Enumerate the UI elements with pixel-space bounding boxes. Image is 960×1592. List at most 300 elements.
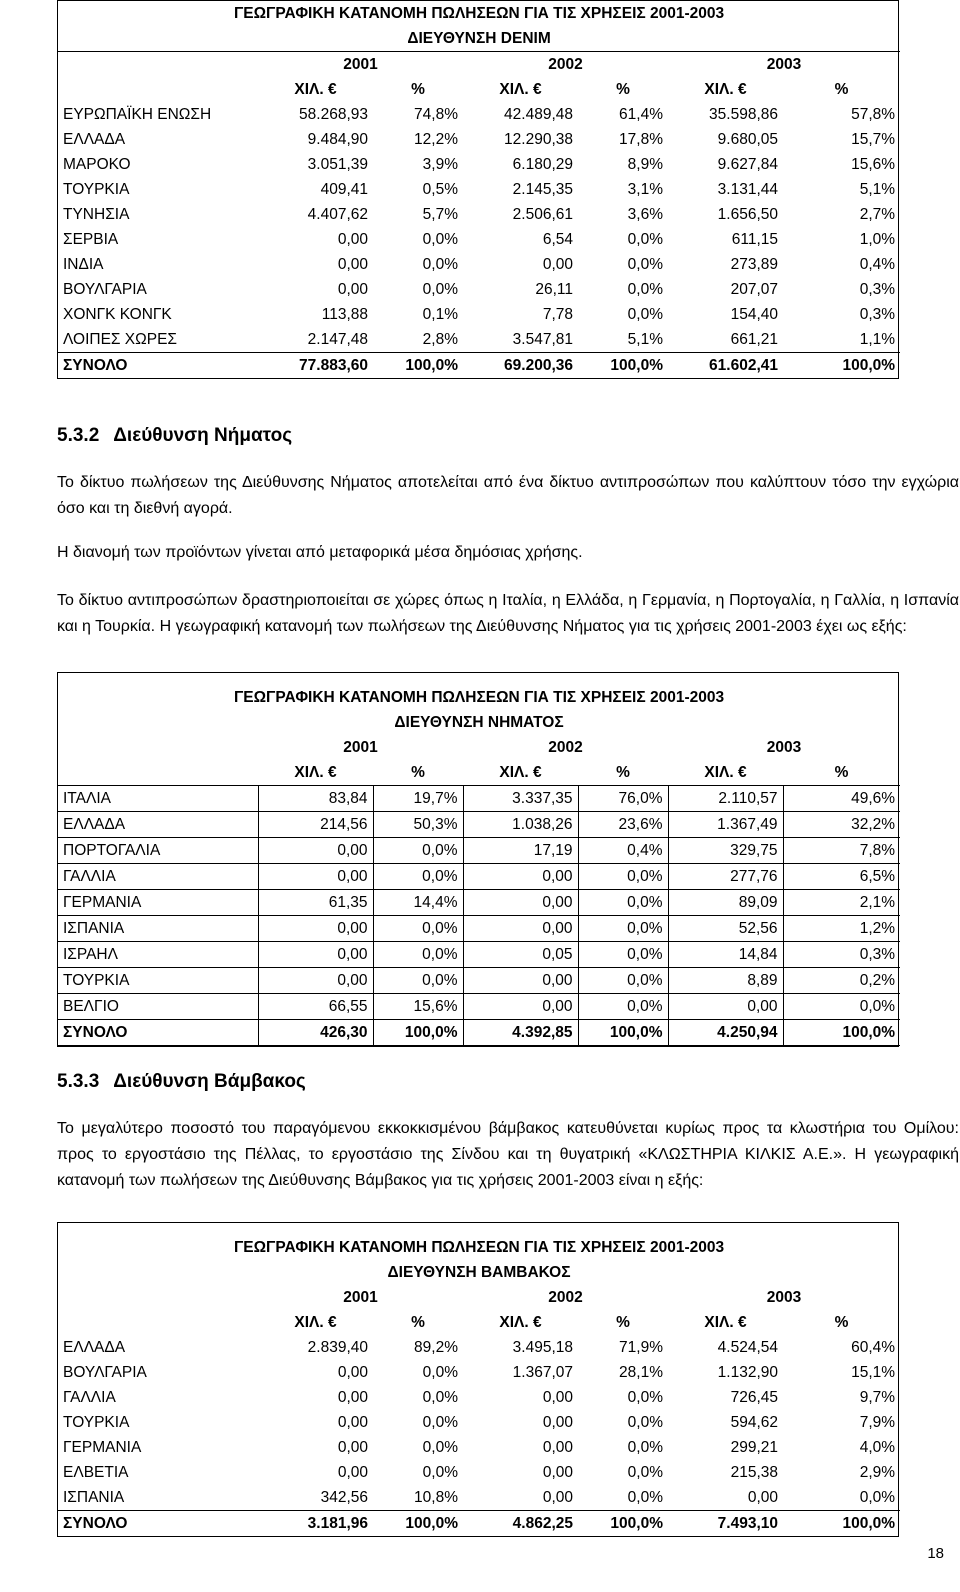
section-yarn-heading bbox=[57, 424, 292, 448]
value-cell: 0,00 bbox=[337, 1414, 368, 1431]
denim-col-value-1: ΧΙΛ. € bbox=[294, 81, 337, 98]
cotton-subtitle-row bbox=[58, 1260, 900, 1285]
percent-cell: 0,0% bbox=[578, 994, 668, 1020]
value-cell: 12.290,38 bbox=[504, 131, 573, 148]
percent-cell: 0,0% bbox=[578, 864, 668, 890]
country-cell: ΓΑΛΛΙΑ bbox=[58, 864, 258, 890]
denim-title: ΓΕΩΓΡΑΦΙΚΗ ΚΑΤΑΝΟΜΗ ΠΩΛΗΣΕΩΝ ΓΙΑ ΤΙΣ ΧΡΗΣΕΙΣ 2001-2003 bbox=[233, 5, 725, 22]
section-yarn-number: 5.3.2 bbox=[57, 425, 100, 446]
table-row bbox=[58, 890, 900, 916]
country-cell: ΙΣΠΑΝΙΑ bbox=[63, 1489, 125, 1506]
value-cell: 661,21 bbox=[730, 331, 778, 348]
cotton-col-value-3: ΧΙΛ. € bbox=[704, 1314, 747, 1331]
percent-cell: 100,0% bbox=[578, 1511, 668, 1537]
yarn-subtitle-row bbox=[58, 710, 900, 735]
percent-cell: 71,9% bbox=[619, 1339, 663, 1356]
percent-cell: 0,0% bbox=[627, 231, 663, 248]
value-cell: 0,00 bbox=[258, 864, 373, 890]
cotton-spacer-row bbox=[58, 1223, 900, 1235]
table-row bbox=[58, 1360, 900, 1385]
country-cell: ΕΛΛΑΔΑ bbox=[63, 131, 126, 148]
country-cell: ΛΟΙΠΕΣ ΧΩΡΕΣ bbox=[63, 331, 177, 348]
table-row bbox=[58, 302, 900, 327]
table-row bbox=[58, 327, 900, 353]
section-yarn-paragraph-2: Η διανομή των προϊόντων γίνεται από μεταφορικά μέσα δημόσιας χρήσης. bbox=[57, 544, 583, 561]
percent-cell: 0,1% bbox=[422, 306, 458, 323]
yarn-col-pct-2: % bbox=[616, 764, 630, 781]
percent-cell: 0,0% bbox=[373, 838, 463, 864]
percent-cell: 0,0% bbox=[627, 256, 663, 273]
percent-cell: 5,1% bbox=[627, 331, 663, 348]
percent-cell: 4,0% bbox=[859, 1439, 896, 1456]
percent-cell: 3,1% bbox=[627, 181, 663, 198]
table-row bbox=[58, 838, 900, 864]
value-cell: 0,00 bbox=[463, 968, 578, 994]
section-yarn-paragraph-1: Το δίκτυο πωλήσεων της Διεύθυνσης Νήματος αποτελείται από ένα δίκτυο αντιπροσώπων που καλύπτουν τόσο την εγχώρια όσο και τη διεθνή αγορά. bbox=[57, 474, 959, 517]
value-cell: 342,56 bbox=[320, 1489, 368, 1506]
country-cell: ΓΕΡΜΑΝΙΑ bbox=[58, 890, 258, 916]
percent-cell: 0,0% bbox=[627, 1439, 663, 1456]
percent-cell: 15,6% bbox=[851, 156, 896, 173]
denim-body bbox=[58, 102, 900, 378]
value-cell: 0,00 bbox=[337, 1464, 368, 1481]
percent-cell: 6,5% bbox=[783, 864, 900, 890]
value-cell: 1.367,49 bbox=[668, 812, 783, 838]
percent-cell: 100,0% bbox=[373, 1511, 463, 1537]
value-cell: 0,00 bbox=[258, 838, 373, 864]
value-cell: 0,00 bbox=[463, 916, 578, 942]
cotton-subtitle: ΔΙΕΥΘΥΝΣΗ ΒΑΜΒΑΚΟΣ bbox=[387, 1264, 571, 1281]
percent-cell: 10,8% bbox=[414, 1489, 458, 1506]
value-cell: 0,00 bbox=[542, 1439, 573, 1456]
cotton-col-pct-3: % bbox=[834, 1314, 849, 1331]
percent-cell: 2,7% bbox=[859, 206, 896, 223]
value-cell: 17,19 bbox=[463, 838, 578, 864]
yarn-table bbox=[57, 672, 899, 1047]
percent-cell: 0,0% bbox=[422, 1414, 458, 1431]
percent-cell: 100,0% bbox=[373, 1020, 463, 1046]
denim-table bbox=[57, 0, 899, 379]
percent-cell: 9,7% bbox=[859, 1389, 896, 1406]
denim-year-row bbox=[58, 52, 900, 78]
value-cell: 273,89 bbox=[730, 256, 778, 273]
denim-col-value-3: ΧΙΛ. € bbox=[704, 81, 747, 98]
value-cell: 0,00 bbox=[542, 256, 573, 273]
percent-cell: 0,0% bbox=[422, 1389, 458, 1406]
yarn-title-row bbox=[58, 685, 900, 710]
value-cell: 0,00 bbox=[258, 968, 373, 994]
denim-subtitle: ΔΙΕΥΘΥΝΣΗ DENIM bbox=[58, 26, 900, 52]
value-cell: 3.337,35 bbox=[463, 786, 578, 812]
percent-cell: 32,2% bbox=[783, 812, 900, 838]
table-row bbox=[58, 916, 900, 942]
percent-cell: 23,6% bbox=[578, 812, 668, 838]
yarn-year-2001: 2001 bbox=[343, 739, 378, 756]
value-cell: 52,56 bbox=[668, 916, 783, 942]
percent-cell: 0,4% bbox=[578, 838, 668, 864]
yarn-title: ΓΕΩΓΡΑΦΙΚΗ ΚΑΤΑΝΟΜΗ ΠΩΛΗΣΕΩΝ ΓΙΑ ΤΙΣ ΧΡΗΣΕΙΣ 2001-2003 bbox=[233, 689, 725, 706]
percent-cell: 5,7% bbox=[422, 206, 458, 223]
country-cell: ΕΥΡΩΠΑΪΚΗ ΕΝΩΣΗ bbox=[63, 106, 212, 123]
country-cell: ΣΕΡΒΙΑ bbox=[63, 231, 119, 248]
value-cell: 2.110,57 bbox=[668, 786, 783, 812]
percent-cell: 0,0% bbox=[422, 1464, 458, 1481]
yarn-body bbox=[58, 786, 900, 1046]
value-cell: 6,54 bbox=[542, 231, 573, 248]
percent-cell: 100,0% bbox=[578, 1020, 668, 1046]
yarn-year-2002: 2002 bbox=[548, 739, 583, 756]
value-cell: 1.367,07 bbox=[512, 1364, 573, 1381]
country-cell: ΣΥΝΟΛΟ bbox=[58, 353, 258, 379]
value-cell: 0,00 bbox=[463, 890, 578, 916]
cotton-title-row bbox=[58, 1235, 900, 1260]
percent-cell: 0,0% bbox=[373, 864, 463, 890]
country-cell: ΙΣΡΑΗΛ bbox=[58, 942, 258, 968]
table-row bbox=[58, 942, 900, 968]
value-cell: 1.132,90 bbox=[717, 1364, 778, 1381]
yarn-spacer-row bbox=[58, 673, 900, 685]
value-cell: 0,00 bbox=[337, 231, 368, 248]
table-row bbox=[58, 1485, 900, 1511]
value-cell: 0,00 bbox=[258, 942, 373, 968]
percent-cell: 50,3% bbox=[373, 812, 463, 838]
value-cell: 0,00 bbox=[258, 916, 373, 942]
percent-cell: 57,8% bbox=[851, 106, 896, 123]
value-cell: 61,35 bbox=[258, 890, 373, 916]
denim-col-value-2: ΧΙΛ. € bbox=[499, 81, 542, 98]
percent-cell: 0,0% bbox=[578, 942, 668, 968]
yarn-subtitle: ΔΙΕΥΘΥΝΣΗ ΝΗΜΑΤΟΣ bbox=[394, 714, 564, 731]
cotton-unit-row bbox=[58, 1310, 900, 1335]
percent-cell: 0,0% bbox=[422, 231, 458, 248]
cotton-title: ΓΕΩΓΡΑΦΙΚΗ ΚΑΤΑΝΟΜΗ ΠΩΛΗΣΕΩΝ ΓΙΑ ΤΙΣ ΧΡΗΣΕΙΣ 2001-2003 bbox=[233, 1239, 725, 1256]
percent-cell: 0,0% bbox=[578, 968, 668, 994]
table-row bbox=[58, 252, 900, 277]
value-cell: 2.145,35 bbox=[512, 181, 573, 198]
country-cell: ΧΟΝΓΚ ΚΟΝΓΚ bbox=[63, 306, 172, 323]
percent-cell: 8,9% bbox=[627, 156, 663, 173]
percent-cell: 0,0% bbox=[627, 1464, 663, 1481]
percent-cell: 100,0% bbox=[373, 353, 463, 379]
percent-cell: 2,1% bbox=[783, 890, 900, 916]
value-cell: 9.680,05 bbox=[717, 131, 778, 148]
value-cell: 14,84 bbox=[668, 942, 783, 968]
value-cell: 0,00 bbox=[337, 281, 368, 298]
percent-cell: 0,2% bbox=[783, 968, 900, 994]
value-cell: 426,30 bbox=[258, 1020, 373, 1046]
section-yarn-paragraph-3: Το δίκτυο αντιπροσώπων δραστηριοποιείται σε χώρες όπως η Ιταλία, η Ελλάδα, η Γερμανία, η Πορτογαλία, η Γαλλία, η Ισπανία και η Τουρκία. Η γεωγραφική κατανομή των πωλήσεων της Διεύθυνσης Νήματος για τις χρήσεις 2001-2003 έχει ως εξής: bbox=[57, 592, 959, 635]
percent-cell: 0,0% bbox=[422, 281, 458, 298]
percent-cell: 0,0% bbox=[422, 1439, 458, 1456]
denim-year-2003: 2003 bbox=[766, 56, 802, 73]
country-cell: ΒΟΥΛΓΑΡΙΑ bbox=[63, 281, 147, 298]
yarn-col-value-1: ΧΙΛ. € bbox=[294, 764, 337, 781]
country-cell: ΜΑΡΟΚΟ bbox=[63, 156, 131, 173]
percent-cell: 28,1% bbox=[619, 1364, 663, 1381]
table-row bbox=[58, 1435, 900, 1460]
value-cell: 1.038,26 bbox=[463, 812, 578, 838]
value-cell: 83,84 bbox=[258, 786, 373, 812]
cotton-year-row bbox=[58, 1285, 900, 1310]
section-cotton-heading bbox=[57, 1070, 306, 1094]
table-row bbox=[58, 1460, 900, 1485]
percent-cell: 0,0% bbox=[627, 281, 663, 298]
country-cell: ΤΟΥΡΚΙΑ bbox=[58, 968, 258, 994]
cotton-col-pct-1: % bbox=[411, 1314, 425, 1331]
country-cell: ΠΟΡΤΟΓΑΛΙΑ bbox=[58, 838, 258, 864]
country-cell: ΕΛΒΕΤΙΑ bbox=[63, 1464, 129, 1481]
value-cell: 0,00 bbox=[542, 1464, 573, 1481]
table-row bbox=[58, 127, 900, 152]
yarn-year-empty bbox=[58, 735, 258, 760]
country-cell: ΤΟΥΡΚΙΑ bbox=[63, 1414, 130, 1431]
table-row bbox=[58, 786, 900, 812]
section-cotton-number: 5.3.3 bbox=[57, 1071, 100, 1092]
value-cell: 0,00 bbox=[542, 1389, 573, 1406]
value-cell: 3.051,39 bbox=[307, 156, 368, 173]
percent-cell: 15,6% bbox=[373, 994, 463, 1020]
percent-cell: 0,0% bbox=[783, 994, 900, 1020]
cotton-col-value-1: ΧΙΛ. € bbox=[294, 1314, 337, 1331]
value-cell: 0,00 bbox=[668, 994, 783, 1020]
percent-cell: 0,0% bbox=[859, 1489, 896, 1506]
table-row bbox=[58, 1385, 900, 1410]
percent-cell: 0,3% bbox=[859, 281, 896, 298]
percent-cell: 12,2% bbox=[414, 131, 458, 148]
cotton-year-2001: 2001 bbox=[343, 1289, 378, 1306]
cotton-body bbox=[58, 1335, 900, 1536]
cotton-total-row bbox=[58, 1511, 900, 1537]
percent-cell: 5,1% bbox=[859, 181, 896, 198]
country-cell: ΒΕΛΓΙΟ bbox=[58, 994, 258, 1020]
value-cell: 4.524,54 bbox=[717, 1339, 778, 1356]
percent-cell: 1,1% bbox=[859, 331, 896, 348]
section-cotton-paragraph-1: Το μεγαλύτερο ποσοστό του παραγόμενου εκκοκκισμένου βάμβακος κατευθύνεται κυρίως προς τα κλωστήρια του Ομίλου: προς το εργοστάσιο της Πέλλας, το εργοστάσιο της Σίνδου και τη θυγατρική «ΚΛΩΣΤΗΡΙΑ ΚΙΛΚΙΣ Α.Ε.». Η γεωγραφική κατανομή των πωλήσεων της Διεύθυνσης Βάμβακος για τις χρήσεις 2001-2003 είναι η εξής: bbox=[57, 1120, 959, 1189]
value-cell: 0,00 bbox=[463, 994, 578, 1020]
yarn-year-2003: 2003 bbox=[766, 739, 802, 756]
percent-cell: 3,9% bbox=[422, 156, 458, 173]
country-cell: ΙΤΑΛΙΑ bbox=[58, 786, 258, 812]
value-cell: 594,62 bbox=[730, 1414, 778, 1431]
table-row bbox=[58, 227, 900, 252]
percent-cell: 49,6% bbox=[783, 786, 900, 812]
denim-title-row bbox=[58, 1, 900, 26]
percent-cell: 7,9% bbox=[859, 1414, 896, 1431]
denim-total-row bbox=[58, 353, 900, 379]
denim-col-pct-1: % bbox=[411, 81, 425, 98]
percent-cell: 1,0% bbox=[859, 231, 896, 248]
percent-cell: 3,6% bbox=[627, 206, 663, 223]
percent-cell: 74,8% bbox=[414, 106, 458, 123]
table-row bbox=[58, 152, 900, 177]
country-cell: ΤΥΝΗΣΙΑ bbox=[63, 206, 130, 223]
value-cell: 113,88 bbox=[321, 306, 368, 323]
cotton-col-pct-2: % bbox=[616, 1314, 630, 1331]
yarn-year-row bbox=[58, 735, 900, 760]
value-cell: 61.602,41 bbox=[668, 353, 783, 379]
value-cell: 9.627,84 bbox=[717, 156, 778, 173]
percent-cell: 19,7% bbox=[373, 786, 463, 812]
value-cell: 0,00 bbox=[542, 1414, 573, 1431]
cotton-spacer bbox=[58, 1223, 900, 1235]
value-cell: 0,00 bbox=[337, 1364, 368, 1381]
percent-cell: 89,2% bbox=[414, 1339, 458, 1356]
table-row bbox=[58, 177, 900, 202]
value-cell: 7,78 bbox=[542, 306, 573, 323]
denim-year-2002: 2002 bbox=[548, 56, 583, 73]
page-number: 18 bbox=[927, 1545, 944, 1562]
percent-cell: 15,7% bbox=[851, 131, 896, 148]
percent-cell: 0,4% bbox=[859, 256, 896, 273]
table-row bbox=[58, 864, 900, 890]
value-cell: 3.181,96 bbox=[258, 1511, 373, 1537]
table-row bbox=[58, 1335, 900, 1360]
value-cell: 329,75 bbox=[668, 838, 783, 864]
yarn-unit-empty bbox=[58, 760, 258, 786]
yarn-col-value-2: ΧΙΛ. € bbox=[499, 764, 542, 781]
country-cell: ΕΛΛΑΔΑ bbox=[63, 1339, 126, 1356]
percent-cell: 14,4% bbox=[373, 890, 463, 916]
yarn-col-pct-1: % bbox=[411, 764, 425, 781]
country-cell: ΣΥΝΟΛΟ bbox=[58, 1020, 258, 1046]
percent-cell: 0,0% bbox=[627, 1389, 663, 1406]
percent-cell: 7,8% bbox=[783, 838, 900, 864]
country-cell: ΙΣΠΑΝΙΑ bbox=[58, 916, 258, 942]
value-cell: 0,00 bbox=[463, 864, 578, 890]
country-cell: ΓΑΛΛΙΑ bbox=[63, 1389, 116, 1406]
value-cell: 2.506,61 bbox=[512, 206, 573, 223]
cotton-year-2002: 2002 bbox=[548, 1289, 583, 1306]
percent-cell: 0,0% bbox=[578, 916, 668, 942]
percent-cell: 2,8% bbox=[422, 331, 458, 348]
cotton-year-2003: 2003 bbox=[766, 1289, 802, 1306]
value-cell: 7.493,10 bbox=[668, 1511, 783, 1537]
value-cell: 4.392,85 bbox=[463, 1020, 578, 1046]
section-yarn-title: Διεύθυνση Νήματος bbox=[113, 425, 293, 446]
percent-cell: 0,0% bbox=[627, 1414, 663, 1431]
value-cell: 66,55 bbox=[258, 994, 373, 1020]
cotton-col-value-2: ΧΙΛ. € bbox=[499, 1314, 542, 1331]
value-cell: 4.407,62 bbox=[307, 206, 368, 223]
value-cell: 299,21 bbox=[730, 1439, 778, 1456]
percent-cell: 0,0% bbox=[627, 1489, 663, 1506]
value-cell: 611,15 bbox=[731, 231, 778, 248]
percent-cell: 15,1% bbox=[851, 1364, 896, 1381]
value-cell: 4.862,25 bbox=[463, 1511, 578, 1537]
country-cell: ΕΛΛΑΔΑ bbox=[58, 812, 258, 838]
percent-cell: 0,0% bbox=[373, 968, 463, 994]
country-cell: ΒΟΥΛΓΑΡΙΑ bbox=[63, 1364, 147, 1381]
value-cell: 8,89 bbox=[668, 968, 783, 994]
denim-table-grid bbox=[58, 1, 900, 378]
value-cell: 214,56 bbox=[258, 812, 373, 838]
country-cell: ΙΝΔΙΑ bbox=[63, 256, 104, 273]
percent-cell: 100,0% bbox=[783, 1020, 900, 1046]
cotton-year-empty bbox=[58, 1285, 258, 1310]
value-cell: 69.200,36 bbox=[463, 353, 578, 379]
yarn-col-pct-3: % bbox=[834, 764, 849, 781]
denim-year-2001: 2001 bbox=[343, 56, 378, 73]
value-cell: 3.131,44 bbox=[717, 181, 778, 198]
value-cell: 409,41 bbox=[320, 181, 368, 198]
percent-cell: 0,3% bbox=[783, 942, 900, 968]
table-row bbox=[58, 1410, 900, 1435]
table-row bbox=[58, 968, 900, 994]
country-cell: ΣΥΝΟΛΟ bbox=[58, 1511, 258, 1537]
value-cell: 277,76 bbox=[668, 864, 783, 890]
value-cell: 1.656,50 bbox=[717, 206, 778, 223]
value-cell: 2.147,48 bbox=[307, 331, 368, 348]
percent-cell: 2,9% bbox=[859, 1464, 896, 1481]
value-cell: 2.839,40 bbox=[307, 1339, 368, 1356]
table-row bbox=[58, 202, 900, 227]
value-cell: 77.883,60 bbox=[258, 353, 373, 379]
percent-cell: 61,4% bbox=[619, 106, 663, 123]
country-cell: ΤΟΥΡΚΙΑ bbox=[63, 181, 130, 198]
value-cell: 4.250,94 bbox=[668, 1020, 783, 1046]
yarn-table-grid bbox=[58, 673, 900, 1046]
value-cell: 9.484,90 bbox=[307, 131, 368, 148]
percent-cell: 0,3% bbox=[859, 306, 896, 323]
section-cotton-title: Διεύθυνση Βάμβακος bbox=[113, 1071, 306, 1092]
table-row bbox=[58, 102, 900, 127]
value-cell: 0,00 bbox=[747, 1489, 778, 1506]
value-cell: 89,09 bbox=[668, 890, 783, 916]
value-cell: 154,40 bbox=[730, 306, 778, 323]
table-row bbox=[58, 994, 900, 1020]
cotton-unit-empty bbox=[58, 1310, 258, 1335]
value-cell: 3.547,81 bbox=[512, 331, 573, 348]
cotton-table bbox=[57, 1222, 899, 1537]
value-cell: 726,45 bbox=[730, 1389, 778, 1406]
value-cell: 6.180,29 bbox=[512, 156, 573, 173]
denim-year-empty bbox=[58, 52, 258, 78]
value-cell: 207,07 bbox=[730, 281, 778, 298]
value-cell: 0,00 bbox=[337, 1439, 368, 1456]
denim-subtitle-row bbox=[58, 26, 900, 52]
value-cell: 42.489,48 bbox=[504, 106, 573, 123]
percent-cell: 76,0% bbox=[578, 786, 668, 812]
value-cell: 0,00 bbox=[337, 1389, 368, 1406]
yarn-total-row bbox=[58, 1020, 900, 1046]
value-cell: 0,00 bbox=[337, 256, 368, 273]
value-cell: 0,05 bbox=[463, 942, 578, 968]
yarn-col-value-3: ΧΙΛ. € bbox=[704, 764, 747, 781]
country-cell: ΓΕΡΜΑΝΙΑ bbox=[63, 1439, 142, 1456]
percent-cell: 0,0% bbox=[422, 256, 458, 273]
percent-cell: 0,0% bbox=[627, 306, 663, 323]
cotton-table-grid bbox=[58, 1223, 900, 1536]
percent-cell: 0,0% bbox=[578, 890, 668, 916]
percent-cell: 0,0% bbox=[373, 916, 463, 942]
percent-cell: 60,4% bbox=[851, 1339, 896, 1356]
percent-cell: 0,0% bbox=[373, 942, 463, 968]
percent-cell: 0,5% bbox=[422, 181, 458, 198]
value-cell: 3.495,18 bbox=[512, 1339, 573, 1356]
yarn-unit-row bbox=[58, 760, 900, 786]
percent-cell: 100,0% bbox=[578, 353, 668, 379]
value-cell: 58.268,93 bbox=[299, 106, 368, 123]
denim-col-pct-3: % bbox=[834, 81, 849, 98]
percent-cell: 1,2% bbox=[783, 916, 900, 942]
percent-cell: 100,0% bbox=[783, 1511, 900, 1537]
value-cell: 35.598,86 bbox=[709, 106, 778, 123]
denim-col-pct-2: % bbox=[616, 81, 630, 98]
percent-cell: 17,8% bbox=[619, 131, 663, 148]
percent-cell: 0,0% bbox=[422, 1364, 458, 1381]
table-row bbox=[58, 812, 900, 838]
percent-cell: 100,0% bbox=[783, 353, 900, 379]
